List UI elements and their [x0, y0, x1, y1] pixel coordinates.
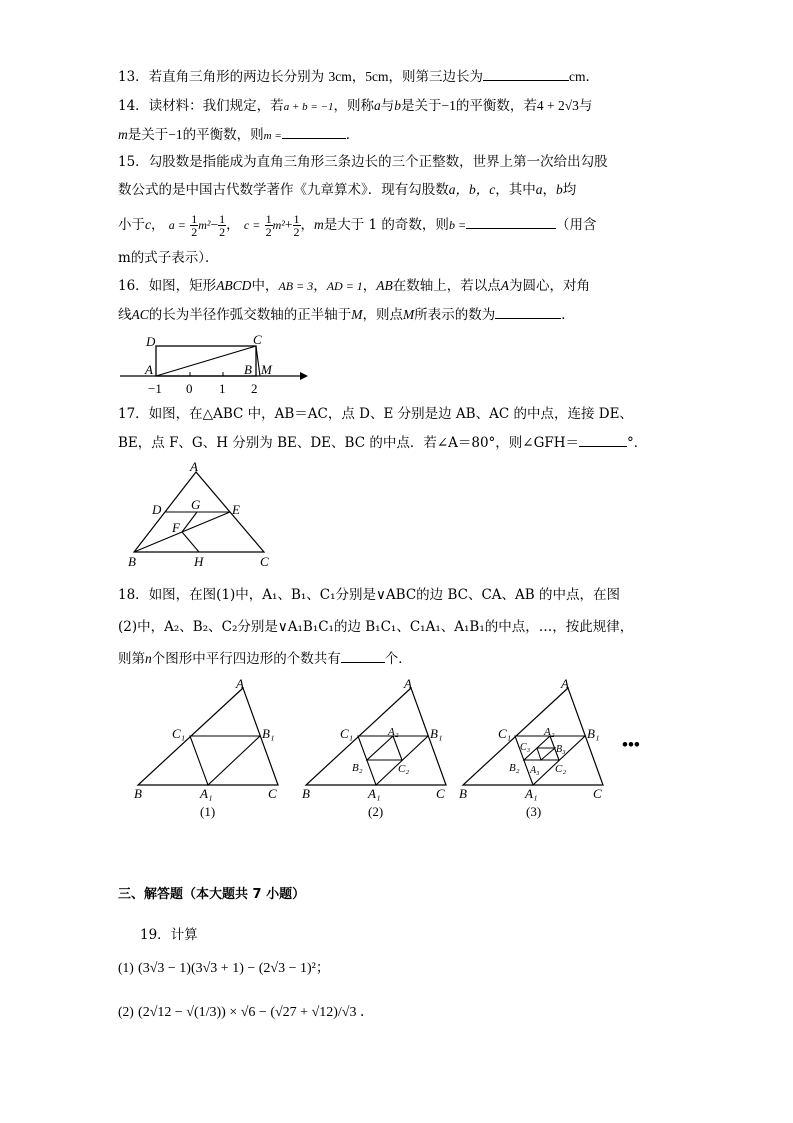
question-13: 13．若直角三角形的两边长分别为 3cm，5cm，则第三边长为 cm． [118, 66, 599, 87]
question-18-line2: (2)中，A₂、B₂、C₂分别是∨A₁B₁C₁的边 B₁C₁、C₁A₁、A₁B₁的中点，…，按此规律， [118, 619, 634, 635]
tick-label: 2 [251, 381, 258, 396]
label-C: C [268, 786, 277, 801]
answer-blank[interactable] [579, 432, 627, 447]
fraction: $\frac{1}{2}$ [191, 212, 198, 239]
figure-number-line-rectangle [118, 330, 308, 398]
fraction: $\frac{1}{2}$ [265, 212, 272, 239]
question-15-line4: m的式子表示）． [118, 250, 219, 266]
answer-blank[interactable] [495, 304, 561, 319]
label-B2: B₂ [509, 762, 520, 774]
answer-blank[interactable] [466, 214, 556, 229]
label-A: A [145, 362, 153, 377]
question-14-line2: m是关于−1的平衡数，则m = ． [118, 124, 359, 146]
answer-blank[interactable] [341, 648, 385, 663]
label-A1: A₁ [525, 786, 538, 801]
question-16: 16．如图，矩形ABCD中，AB = 3，AD = 1，AB在数轴上，若以点A为圆心，对角 [118, 278, 591, 294]
label-B: B [459, 786, 467, 801]
caption-2: (2) [368, 804, 384, 819]
label-A: A [404, 676, 412, 691]
question-19-part-1: (1) (3√3 − 1)(3√3 + 1) − (2√3 − 1)²； [118, 960, 330, 976]
label-A: A [561, 676, 569, 691]
figure-triangle-abc [124, 460, 274, 568]
label-A3: A₃ [530, 765, 540, 776]
label-A1: A₁ [368, 786, 381, 801]
label-M: M [261, 362, 272, 377]
label-F: F [172, 520, 180, 535]
label-B: B [134, 786, 142, 801]
tick-label: 0 [186, 381, 193, 396]
question-19: 19．计算 [140, 927, 198, 943]
fraction: $\frac{1}{2}$ [293, 212, 300, 239]
answer-blank[interactable] [282, 124, 346, 139]
label-D: D [146, 334, 156, 349]
continuation-dots: ••• [622, 735, 640, 754]
label-A2: A₂ [544, 726, 555, 738]
caption-1: (1) [200, 804, 216, 819]
label-B: B [302, 786, 310, 801]
label-B: B [244, 362, 252, 377]
label-B1: B₁ [262, 726, 275, 741]
label-C: C [253, 332, 262, 347]
label-B: B [128, 554, 136, 568]
question-16-line2: 线AC的长为半径作弧交数轴的正半轴于M，则点M所表示的数为 ． [118, 304, 575, 325]
question-15: 15．勾股数是指能成为直角三角形三条边长的三个正整数，世界上第一次给出勾股 [118, 154, 608, 170]
label-A: A [190, 460, 198, 474]
tick-label: 1 [219, 381, 226, 396]
label-C2: C₂ [555, 763, 567, 775]
question-15-line2: 数公式的是中国古代数学著作《九章算术》．现有勾股数a，b，c，其中a，b均 [118, 182, 577, 198]
label-A2: A₂ [388, 726, 399, 738]
label-B1: B₁ [587, 726, 600, 741]
label-C: C [593, 786, 602, 801]
label-G: G [191, 497, 201, 512]
label-A1: A₁ [200, 786, 213, 801]
label-D: D [152, 502, 162, 517]
question-17-line2: BE，点 F、G、H 分别为 BE、DE、BC 的中点．若∠A＝80°，则∠GFH＝ °． [118, 432, 647, 453]
figure-midpoint-triangles [128, 676, 668, 826]
label-B2: B₂ [352, 762, 363, 774]
label-E: E [232, 502, 240, 517]
question-19-part-2: (2) (2√12 − √(1/3)) × √6 − (√27 + √12)/√3 ． [118, 1004, 374, 1020]
tick-label: −1 [148, 381, 162, 396]
label-C: C [260, 554, 269, 568]
section-heading: 三、解答题（本大题共 7 小题） [118, 887, 306, 902]
label-C3: C₃ [520, 742, 531, 753]
label-B1: B₁ [430, 726, 443, 741]
question-18-line3: 则第n个图形中平行四边形的个数共有 个． [118, 648, 412, 669]
caption-3: (3) [526, 804, 542, 819]
label-H: H [194, 554, 204, 568]
fraction: $\frac{1}{2}$ [219, 212, 226, 239]
question-15-line3: 小于c， a = $\frac{1}{2}$ m²− $\frac{1}{2}$ ， c = $\frac{1}{2}$ m²+ $\frac{1}{2}$ ，m是大于 1 的奇数，则b = （用含 [118, 212, 597, 239]
answer-blank[interactable] [483, 66, 569, 81]
label-C1: C₁ [340, 726, 354, 741]
label-C1: C₁ [172, 726, 186, 741]
question-17: 17．如图，在△ABC 中，AB＝AC，点 D、E 分别是边 AB、AC 的中点，连接 DE、 [118, 406, 633, 422]
label-C2: C₂ [398, 763, 410, 775]
label-A: A [236, 676, 244, 691]
question-14: 14．读材料：我们规定，若a + b = −1，则称a与b是关于−1的平衡数，若4 + 2√3与 [118, 98, 593, 114]
label-B3: B₃ [556, 744, 566, 755]
question-18: 18．如图，在图(1)中，A₁、B₁、C₁分别是∨ABC的边 BC、CA、AB 的中点，在图 [118, 587, 621, 603]
label-C: C [436, 786, 445, 801]
label-C1: C₁ [498, 726, 512, 741]
